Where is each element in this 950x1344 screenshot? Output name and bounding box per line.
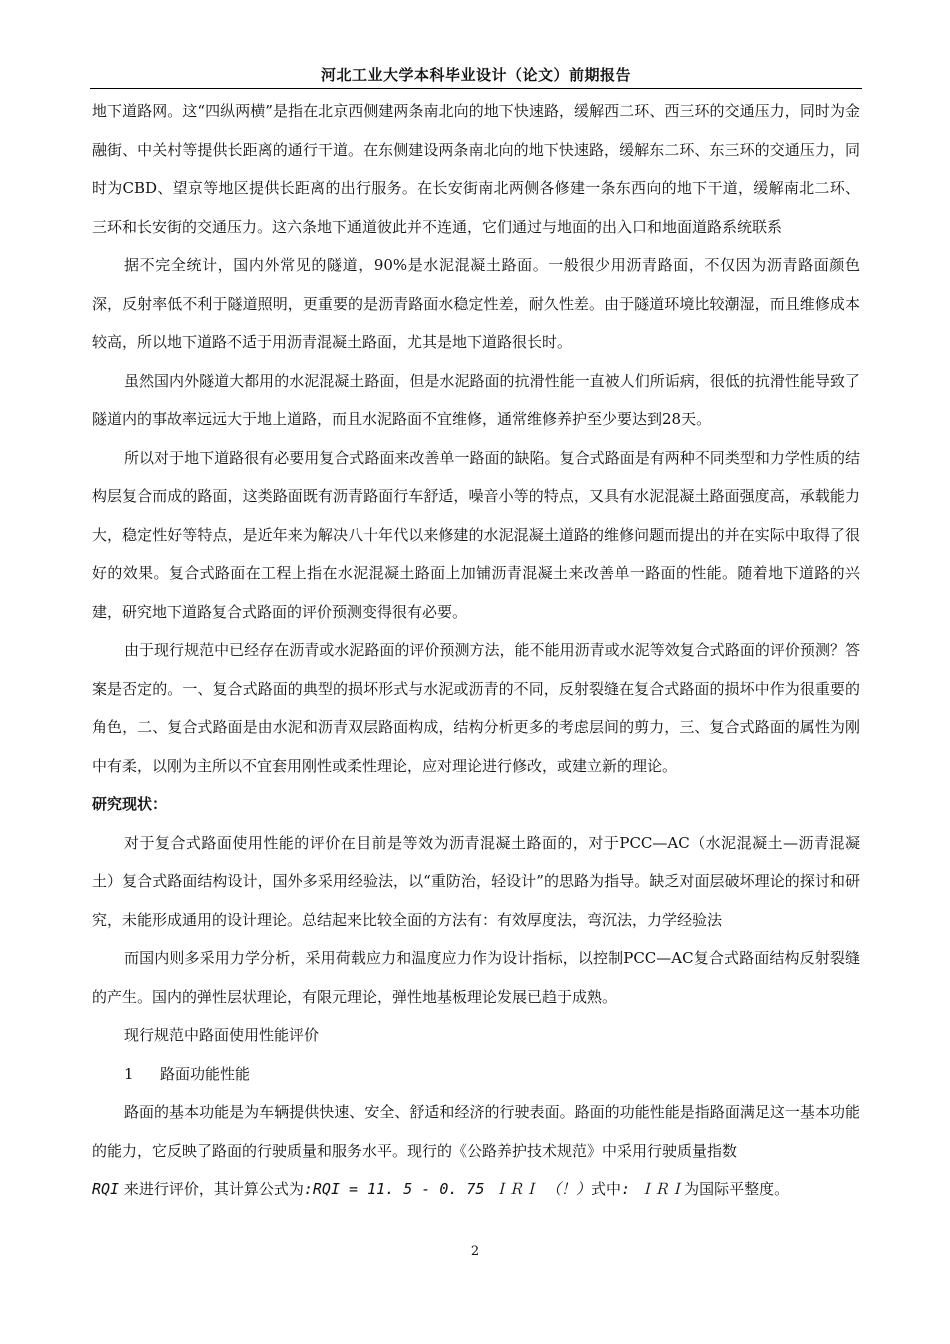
paragraph-cement-pavement: 虽然国内外隧道大都用的水泥混凝土路面，但是水泥路面的抗滑性能一直被人们所诟病，很低的抗滑性能导致了隧道内的事故率远远大于地上道路，而且水泥路面不宜维修，通常维修养护至少要达到28天。 — [92, 371, 860, 428]
subheading-current-code: 现行规范中路面使用性能评价 — [124, 1026, 320, 1044]
header-divider — [90, 88, 862, 89]
paragraph-composite-pavement: 所以对于地下道路很有必要用复合式路面来改善单一路面的缺陷。复合式路面是有两种不同类型和力学性质的结构层复合而成的路面，这类路面既有沥青路面行车舒适，噪音小等的特点，又具有水泥混凝土路面强度高，承载能力大，稳定性好等特点，是近年来为解决八十年代以来修建的水泥混凝土道路的维修问题而提出的并在实际中取得了很好的效果。复合式路面在工程上指在水泥混凝土路面上加铺沥青混凝土来改善单一路面的性能。随着地下道路的兴建，研究地下道路复合式路面的评价预测变得很有必要。 — [92, 448, 860, 621]
numbered-item-functional-performance — [92, 1055, 860, 1094]
paragraph-foreign-methods: 对于复合式路面使用性能的评价在目前是等效为沥青混凝土路面的，对于PCC—AC（水泥混凝土—沥青混凝土）复合式路面结构设计，国外多采用经验法，以“重防治，轻设计”的思路为指导。缺乏对面层破坏理论的探讨和研究，未能形成通用的设计理论。总结起来比较全面的方法有：有效厚度法，弯沉法，力学经验法 — [92, 833, 860, 929]
paragraph-tunnel-statistics: 据不完全统计，国内外常见的隧道，90%是水泥混凝土路面。一般很少用沥青路面，不仅因为沥青路面颜色深，反射率低不利于隧道照明，更重要的是沥青路面水稳定性差，耐久性差。由于隧道环境比较潮湿，而且维修成本较高，所以地下道路不适于用沥青混凝土路面，尤其是地下道路很长时。 — [92, 256, 860, 351]
item-number: 1 — [124, 1064, 134, 1083]
variable-iri: : ＩＲＩ — [621, 1180, 685, 1198]
item-text: 路面功能性能 — [160, 1064, 251, 1083]
variable-rqi: RQI — [92, 1180, 120, 1198]
paragraph-text-mid: 来进行评价，其计算公式为 — [119, 1180, 304, 1198]
where-text: 式中 — [591, 1180, 622, 1198]
paragraph-underground-network: 地下道路网。这“四纵两横”是指在北京西侧建两条南北向的地下快速路，缓解西二环、西三环的交通压力，同时为金融街、中关村等提供长距离的通行干道。在东侧建设两条南北向的地下快速路，缓解东二环、东三环的交通压力，同时为CBD、望京等地区提供长距离的出行服务。在长安街南北两侧各修建一条东西向的地下干道，缓解南北二环、三环和长安街的交通压力。这六条地下通道彼此并不连通，它们通过与地面的出入口和地面道路系统联系 — [92, 102, 860, 236]
document-body — [92, 92, 860, 1209]
paragraph-evaluation-question: 由于现行规范中已经存在沥青或水泥路面的评价预测方法，能不能用沥青或水泥等效复合式路面的评价预测？答案是否定的。一、复合式路面的典型的损坏形式与水泥或沥青的不同，反射裂缝在复合式路面的损坏中作为很重要的角色，二、复合式路面是由水泥和沥青双层路面构成，结构分析更多的考虑层间的剪力，三、复合式路面的属性为刚中有柔，以刚为主所以不宜套用刚性或柔性理论，应对理论进行修改，或建立新的理论。 — [92, 641, 860, 775]
formula-rqi: :RQI = 11. 5 - 0. 75 ＩＲＩ — [303, 1180, 539, 1198]
equation-number: （！） — [538, 1180, 592, 1198]
paragraph-domestic-methods: 而国内则多采用力学分析，采用荷载应力和温度应力作为设计指标，以控制PCC—AC复合式路面结构反射裂缝的产生。国内的弹性层状理论，有限元理论，弹性地基板理论发展已趋于成熟。 — [92, 949, 860, 1006]
paragraph-functional-performance — [92, 1093, 860, 1209]
page-number: 2 — [470, 1244, 480, 1259]
section-heading-research-status: 研究现状： — [92, 795, 168, 813]
page-header: 河北工业大学本科毕业设计（论文）前期报告 — [320, 66, 631, 84]
paragraph-text: 路面的基本功能是为车辆提供快速、安全、舒适和经济的行驶表面。路面的功能性能是指路面满足这一基本功能的能力，它反映了路面的行驶质量和服务水平。现行的《公路养护技术规范》中采用行驶质量指数 — [92, 1103, 860, 1160]
paragraph-text-end: 为国际平整度。 — [684, 1180, 790, 1198]
